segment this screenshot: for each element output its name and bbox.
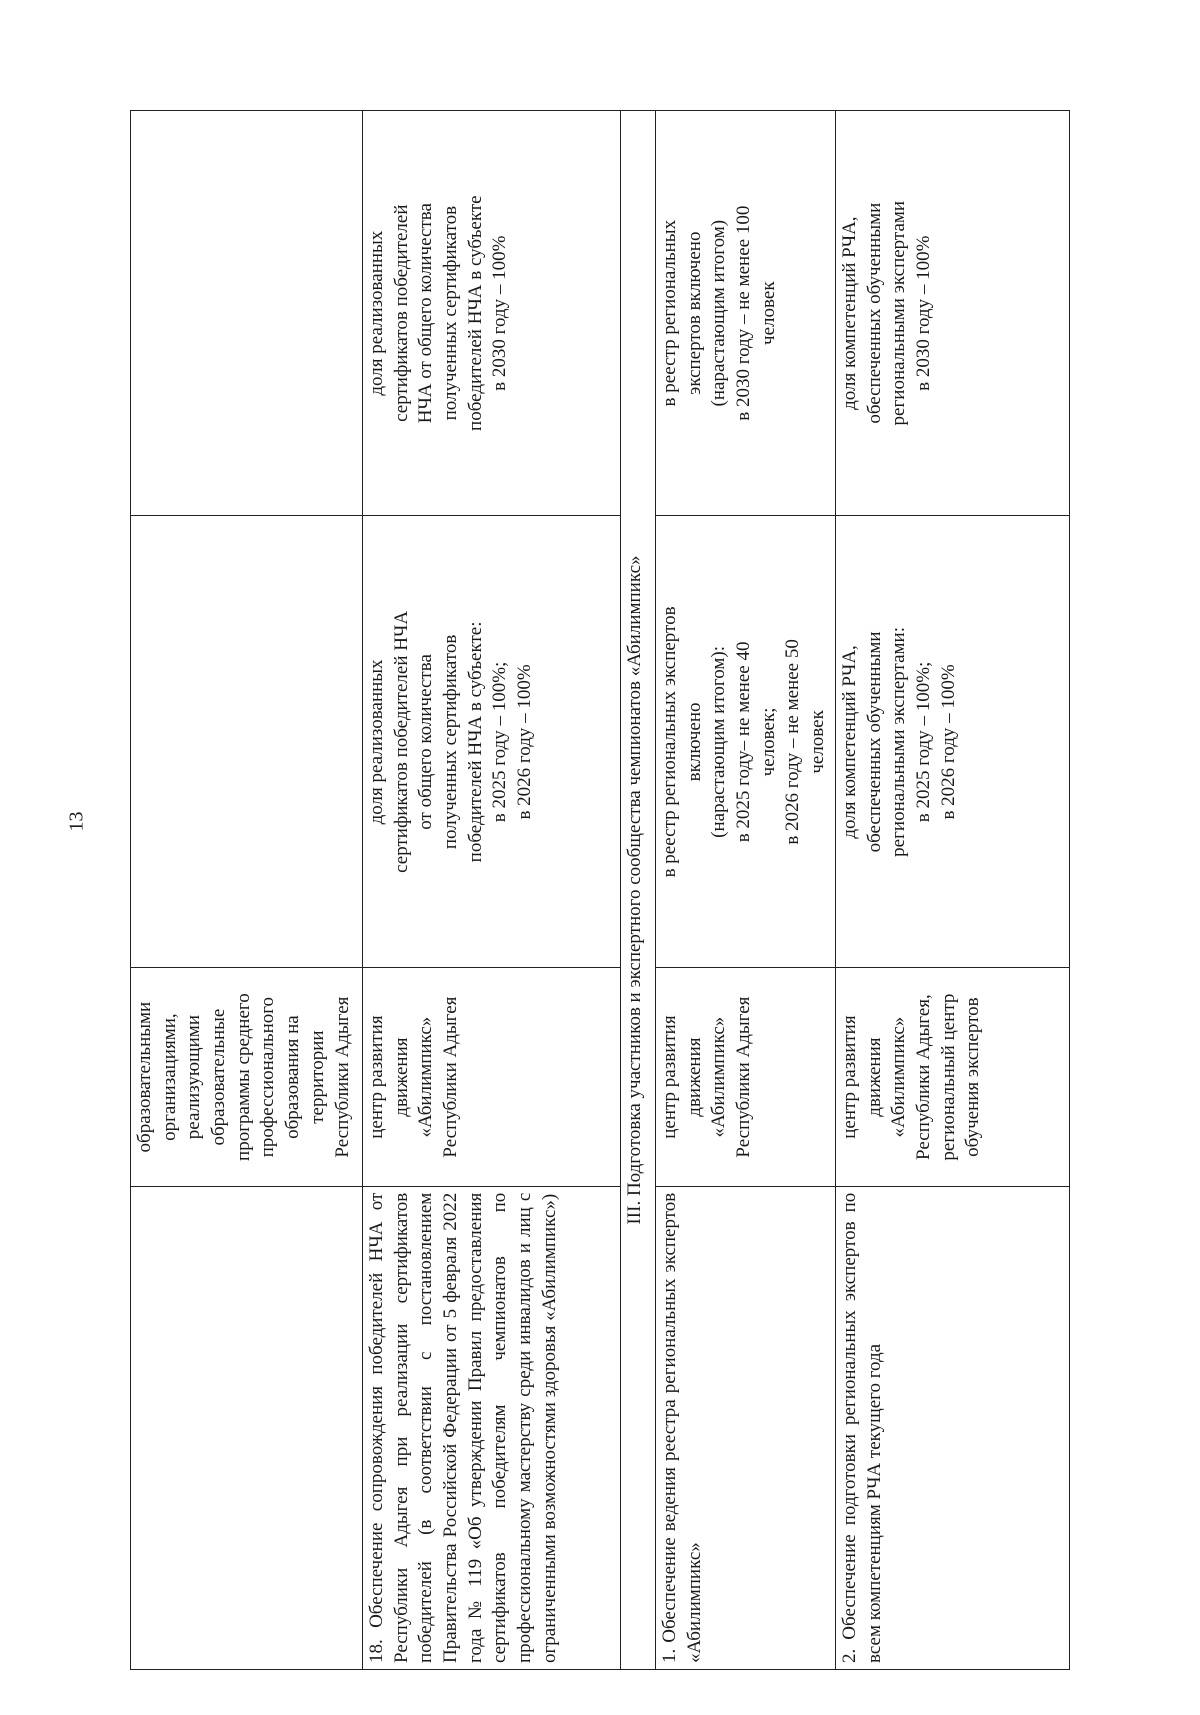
section-header-row: [621, 111, 656, 1670]
executor-cell: центр развития движения «Абилимпикс» Республики Адыгея, региональный центр обучения экспертов: [836, 968, 1070, 1186]
indicator-2030-cell: доля реализованных сертификатов победителей НЧА от общего количества полученных сертификатов победителей НЧА в субъекте в 2030 году – 100%: [363, 111, 621, 516]
indicator-2025-2026-cell: доля реализованных сертификатов победителей НЧА от общего количества полученных сертификатов победителей НЧА в субъекте: в 2025 году – 100%; в 2026 году – 100%: [363, 516, 621, 968]
indicator-2025-2026-cell: в реестр региональных экспертов включено (нарастающим итогом): в 2025 году– не менее 40 человек; в 2026 году – не менее 50 человек: [656, 516, 836, 968]
indicator-2025-2026-cell: доля компетенций РЧА, обеспеченных обученными региональными экспертами: в 2025 году – 100%; в 2026 году – 100%: [836, 516, 1070, 968]
action-cell: [131, 1186, 363, 1669]
table-row: [363, 111, 621, 1670]
executor-cell: образовательными организациями, реализующими образовательные программы среднего профессионального образования на территории Республики Адыгея: [131, 968, 363, 1186]
table-row: [131, 111, 363, 1670]
executor-cell: центр развития движения «Абилимпикс» Республики Адыгея: [363, 968, 621, 1186]
rotated-table-container: [130, 110, 1070, 1670]
indicator-2030-cell: [131, 111, 363, 516]
action-cell: 18. Обеспечение сопровождения победителей НЧА от Республики Адыгея при реализации сертификатов победителей (в соответствии с постановлением Правительства Российской Федерации от 5 февраля 2022 года № 119 «Об утверждении Правил предоставления сертификатов победителям чемпионатов по профессиональному мастерству среди инвалидов и лиц с ограниченными возможностями здоровья «Абилимпикс»): [363, 1186, 621, 1669]
action-cell: 2. Обеспечение подготовки региональных экспертов по всем компетенциям РЧА текущего года: [836, 1186, 1070, 1669]
page-number: 13: [65, 811, 88, 832]
indicator-2030-cell: в реестр региональных экспертов включено (нарастающим итогом) в 2030 году – не менее 100 человек: [656, 111, 836, 516]
action-cell: 1. Обеспечение ведения реестра региональных экспертов «Абилимпикс»: [656, 1186, 836, 1669]
table-row: [656, 111, 836, 1670]
section-title: III. Подготовка участников и экспертного сообщества чемпионатов «Абилимпикс»: [621, 111, 656, 1670]
executor-cell: центр развития движения «Абилимпикс» Республики Адыгея: [656, 968, 836, 1186]
indicator-2030-cell: доля компетенций РЧА, обеспеченных обученными региональными экспертами в 2030 году – 100%: [836, 111, 1070, 516]
table-row: [836, 111, 1070, 1670]
indicator-2025-2026-cell: [131, 516, 363, 968]
plan-table: [130, 110, 1070, 1670]
